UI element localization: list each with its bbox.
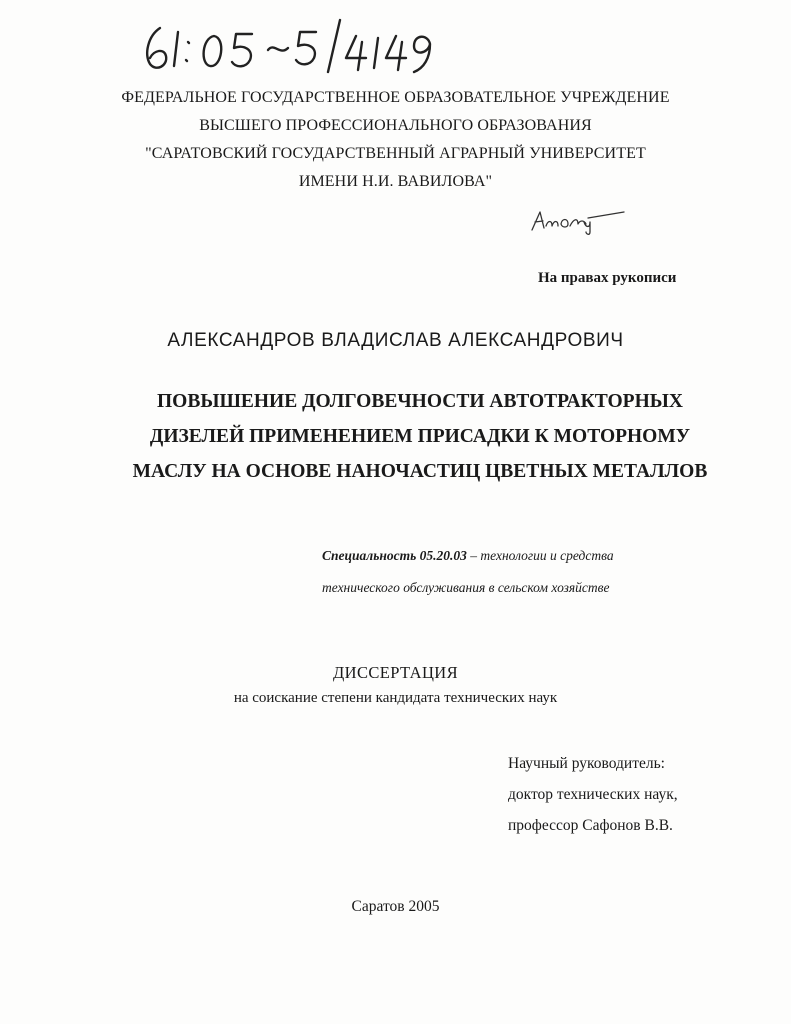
specialty-block: [322, 540, 614, 604]
handwritten-signature: [528, 204, 628, 236]
dissertation-title: [100, 384, 740, 489]
city-year: Саратов 2005: [351, 898, 440, 915]
institution-line-4: ИМЕНИ Н.И. ВАВИЛОВА": [298, 173, 493, 190]
supervisor-degree: доктор технических наук,: [508, 786, 678, 803]
author-name: АЛЕКСАНДРОВ ВЛАДИСЛАВ АЛЕКСАНДРОВИЧ: [167, 330, 624, 351]
degree-sought: на соискание степени кандидата технических наук: [233, 690, 558, 706]
degree-block: [0, 660, 791, 710]
institution-line-2: ВЫСШЕГО ПРОФЕССИОНАЛЬНОГО ОБРАЗОВАНИЯ: [199, 117, 592, 134]
specialty-code-label: Специальность 05.20.03: [322, 548, 467, 563]
signature-drawing: [528, 204, 628, 236]
title-line-3: МАСЛУ НА ОСНОВЕ НАНОЧАСТИЦ ЦВЕТНЫХ МЕТАЛЛОВ: [132, 461, 708, 482]
supervisor-block: [508, 748, 678, 841]
handwritten-archive-number: [140, 14, 440, 76]
specialty-name-part-1: – технологии и средства: [466, 548, 614, 563]
manuscript-rights-note: На правах рукописи: [538, 270, 677, 286]
title-line-2: ДИЗЕЛЕЙ ПРИМЕНЕНИЕМ ПРИСАДКИ К МОТОРНОМУ: [149, 426, 691, 447]
supervisor-role: Научный руководитель:: [508, 755, 665, 772]
specialty-line-2: технического обслуживания в сельском хозяйстве: [322, 580, 610, 595]
institution-line-3: "САРАТОВСКИЙ ГОСУДАРСТВЕННЫЙ АГРАРНЫЙ УНИВЕРСИТЕТ: [145, 145, 646, 162]
institution-line-1: ФЕДЕРАЛЬНОЕ ГОСУДАРСТВЕННОЕ ОБРАЗОВАТЕЛЬНОЕ УЧРЕЖДЕНИЕ: [121, 89, 670, 106]
specialty-line-1: [322, 540, 614, 572]
institution-header: [0, 84, 791, 196]
supervisor-name: профессор Сафонов В.В.: [508, 817, 673, 834]
title-line-1: ПОВЫШЕНИЕ ДОЛГОВЕЧНОСТИ АВТОТРАКТОРНЫХ: [156, 391, 683, 412]
document-type: ДИССЕРТАЦИЯ: [332, 663, 459, 682]
handwritten-archive-number-drawing: [140, 14, 440, 76]
